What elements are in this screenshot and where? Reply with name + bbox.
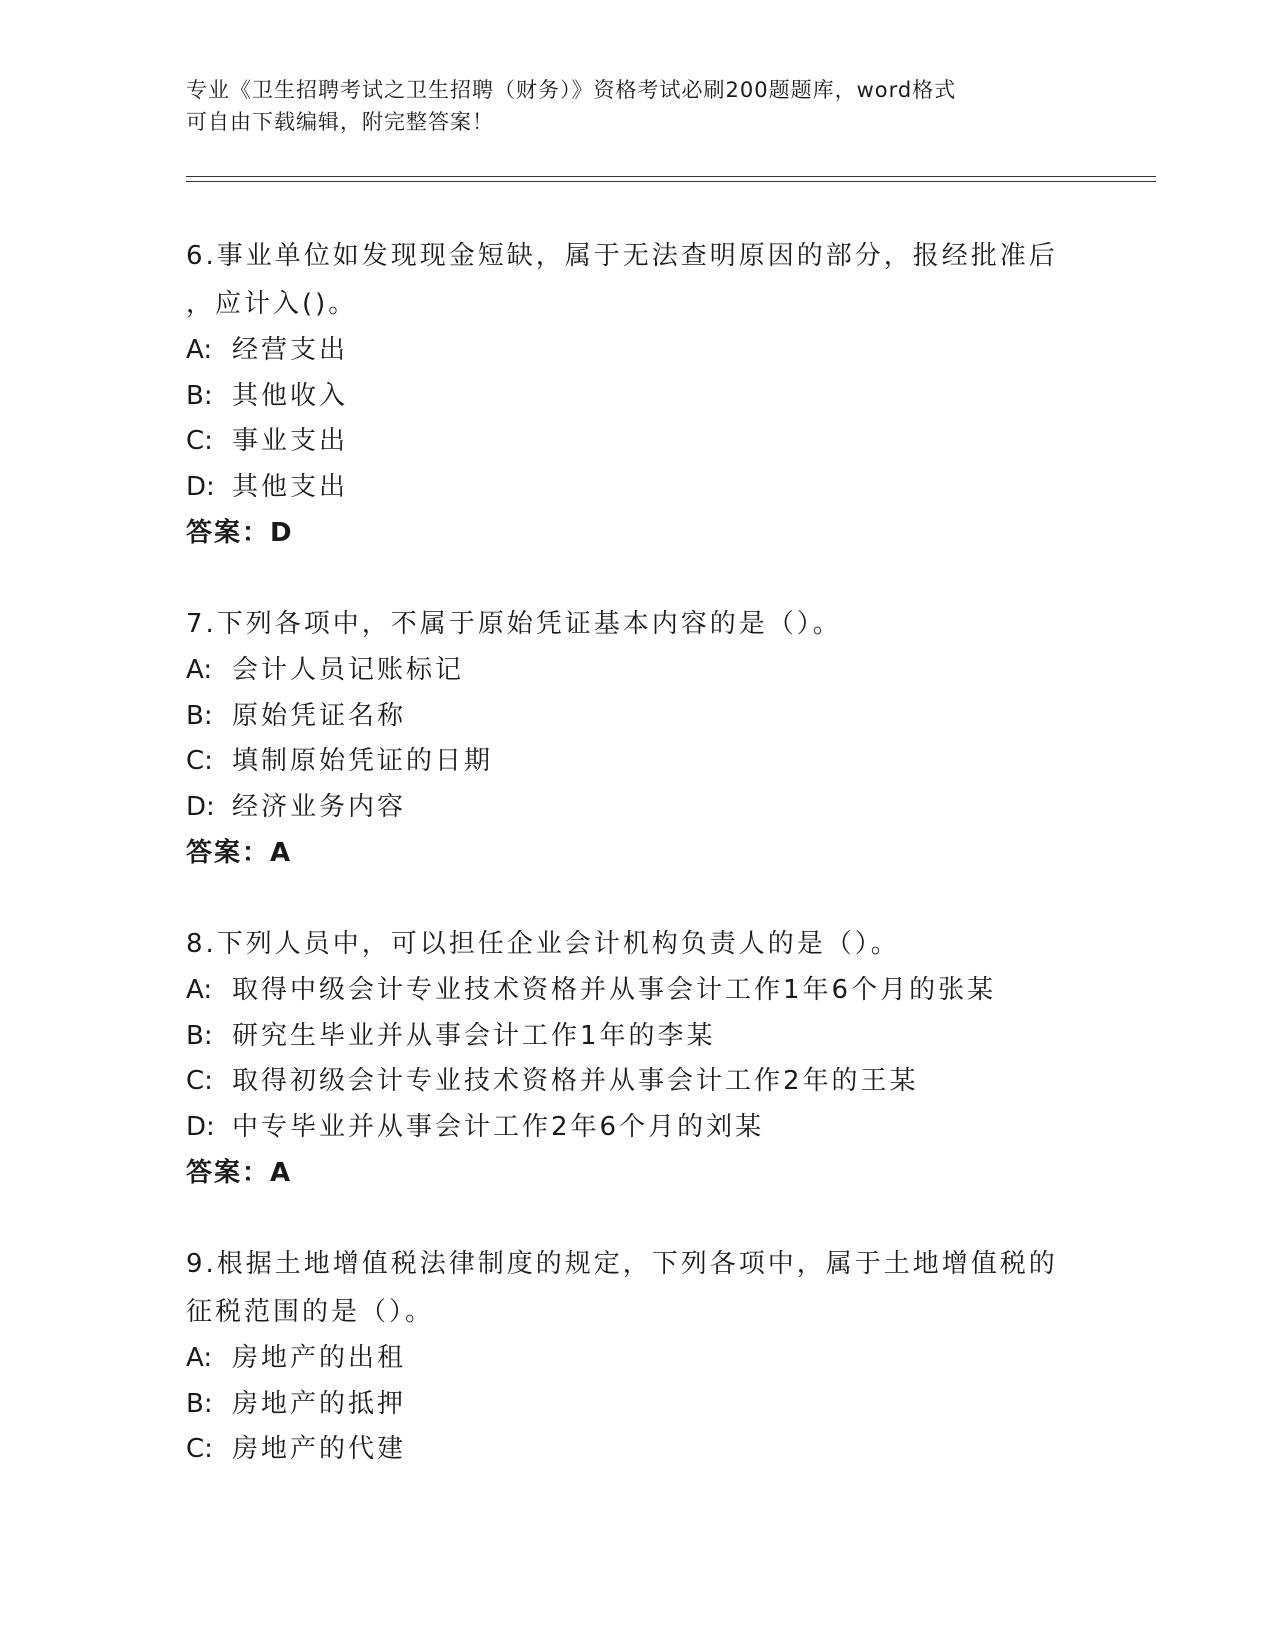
option-text: 房地产的代建 — [232, 1434, 407, 1464]
option-c — [186, 1427, 1066, 1473]
option-text: 房地产的出租 — [232, 1343, 407, 1373]
option-letter: A: — [186, 655, 213, 685]
option-letter: A: — [186, 975, 213, 1005]
option-letter: D: — [186, 471, 215, 502]
option-text: 事业支出 — [232, 426, 349, 456]
option-letter: D: — [186, 791, 215, 822]
question-8 — [186, 920, 1066, 1196]
option-b — [186, 1014, 1066, 1060]
option-letter: B: — [186, 700, 213, 731]
option-d — [186, 465, 1066, 511]
option-letter: C: — [186, 1066, 213, 1096]
question-9 — [186, 1240, 1066, 1473]
option-b — [186, 1382, 1066, 1428]
question-stem — [186, 1240, 1066, 1336]
answer: 答案：A — [186, 838, 293, 868]
option-text: 经济业务内容 — [232, 791, 407, 822]
question-stem — [186, 920, 1066, 968]
question-stem — [186, 232, 1066, 328]
option-letter: D: — [186, 1111, 215, 1142]
document-header — [186, 74, 1066, 138]
option-a — [186, 648, 1066, 694]
question-stem-line: ，应计入()。 — [186, 289, 358, 319]
option-a — [186, 968, 1066, 1014]
option-b — [186, 374, 1066, 420]
question-stem-line: 7.下列各项中，不属于原始凭证基本内容的是（）。 — [186, 609, 842, 639]
question-stem-line: 8.下列人员中，可以担任企业会计机构负责人的是（）。 — [186, 929, 900, 959]
option-letter: B: — [186, 1020, 213, 1051]
option-letter: C: — [186, 746, 213, 776]
option-text: 经营支出 — [232, 335, 349, 365]
option-d — [186, 1105, 1066, 1151]
option-a — [186, 328, 1066, 374]
option-text: 取得初级会计专业技术资格并从事会计工作2年的王某 — [232, 1066, 919, 1096]
option-letter: C: — [186, 426, 213, 456]
option-letter: A: — [186, 1343, 213, 1373]
option-c — [186, 1059, 1066, 1105]
answer: 答案：A — [186, 1158, 293, 1188]
option-letter: C: — [186, 1434, 213, 1464]
option-text: 研究生毕业并从事会计工作1年的李某 — [232, 1020, 716, 1051]
question-stem — [186, 600, 1066, 648]
option-b — [186, 694, 1066, 740]
question-stem-line: 征税范围的是（）。 — [186, 1297, 435, 1327]
option-c — [186, 419, 1066, 465]
option-letter: B: — [186, 380, 213, 411]
question-6 — [186, 232, 1066, 556]
answer: 答案：D — [186, 518, 294, 548]
option-text: 原始凭证名称 — [232, 700, 407, 731]
option-d — [186, 785, 1066, 831]
option-text: 其他支出 — [232, 471, 349, 502]
option-text: 会计人员记账标记 — [232, 655, 465, 685]
option-text: 其他收入 — [232, 380, 349, 411]
option-a — [186, 1336, 1066, 1382]
question-stem-line: 6.事业单位如发现现金短缺，属于无法查明原因的部分，报经批准后 — [186, 241, 1058, 271]
header-line-1: 专业《卫生招聘考试之卫生招聘（财务）》资格考试必刷200题题库，word格式 — [186, 78, 957, 102]
option-text: 房地产的抵押 — [232, 1388, 407, 1419]
option-letter: B: — [186, 1388, 213, 1419]
option-text: 取得中级会计专业技术资格并从事会计工作1年6个月的张某 — [232, 975, 997, 1005]
option-c — [186, 739, 1066, 785]
option-text: 填制原始凭证的日期 — [232, 746, 494, 776]
header-line-2: 可自由下载编辑，附完整答案！ — [186, 110, 494, 134]
question-stem-line: 9.根据土地增值税法律制度的规定，下列各项中，属于土地增值税的 — [186, 1249, 1058, 1279]
header-divider-bottom — [186, 181, 1156, 182]
option-text: 中专毕业并从事会计工作2年6个月的刘某 — [232, 1111, 765, 1142]
header-divider-top — [186, 176, 1156, 177]
option-letter: A: — [186, 335, 213, 365]
question-7 — [186, 600, 1066, 876]
